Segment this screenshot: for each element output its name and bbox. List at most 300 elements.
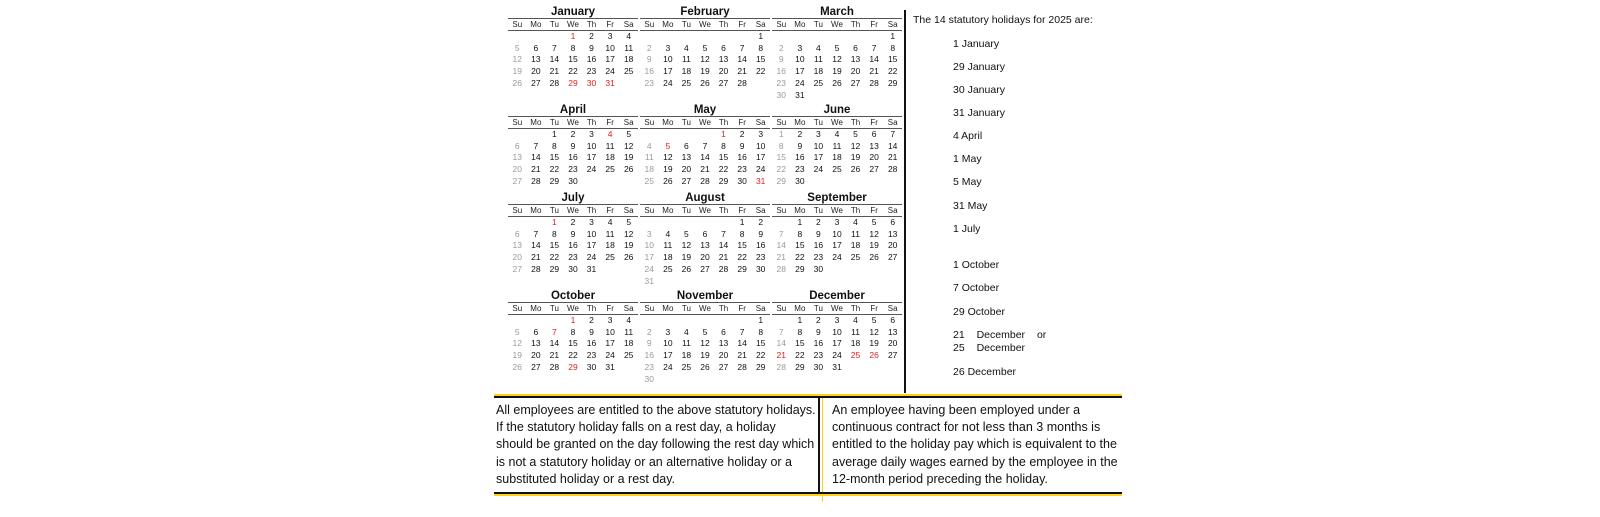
day-cell: 17	[663, 350, 673, 361]
empty-day-cell	[619, 78, 638, 90]
weekday-header: Th	[846, 117, 865, 129]
day-cell: 6	[871, 129, 877, 139]
weekday-header: Mo	[791, 19, 810, 31]
holiday-list-heading: The 14 statutory holidays for 2025 are:	[913, 14, 1093, 26]
day-cell: 2	[589, 31, 594, 41]
weekday-header: Su	[772, 205, 791, 217]
day-cell: 15	[718, 152, 729, 163]
day-cell: 23	[586, 350, 597, 361]
empty-day-cell	[677, 129, 696, 141]
day-cell: 3	[758, 129, 764, 139]
day-cell: 21	[718, 252, 729, 263]
day-cell: 17	[644, 252, 655, 263]
day-cell: 27	[869, 164, 879, 175]
day-cell: 10	[755, 140, 766, 151]
day-cell: 24	[832, 350, 842, 361]
day-cell: 21	[700, 164, 710, 175]
day-cell: 14	[776, 338, 787, 349]
empty-day-cell	[545, 315, 564, 327]
day-cell: 4	[684, 326, 689, 337]
day-cell: 26	[663, 175, 673, 186]
day-cell: 21	[776, 350, 787, 361]
day-cell: 13	[869, 140, 879, 151]
day-cell: 15	[795, 338, 805, 349]
day-cell: 4	[684, 42, 689, 53]
day-cell: 8	[570, 42, 576, 53]
day-cell: 1	[570, 315, 576, 325]
day-cell: 9	[589, 326, 594, 337]
month-title: June	[823, 104, 851, 116]
empty-day-cell	[527, 217, 546, 229]
day-cell: 15	[776, 152, 787, 163]
day-cell: 29	[549, 175, 560, 186]
empty-day-cell	[696, 276, 715, 288]
day-cell: 22	[737, 252, 747, 263]
month-title: February	[680, 6, 730, 18]
day-cell: 4	[665, 228, 671, 239]
weekday-header: Su	[640, 303, 659, 315]
day-cell: 24	[605, 66, 615, 77]
day-cell: 27	[887, 350, 898, 361]
month-december	[772, 290, 902, 374]
day-cell: 6	[853, 42, 858, 53]
weekday-header: Tu	[677, 19, 696, 31]
day-cell: 31	[605, 77, 615, 88]
day-cell: 27	[718, 77, 729, 88]
day-cell: 29	[568, 77, 578, 88]
day-cell: 18	[663, 252, 673, 263]
paragraph-divider	[818, 398, 820, 492]
day-cell: 15	[568, 54, 578, 65]
weekday-header: Su	[772, 117, 791, 129]
day-cell: 12	[869, 326, 879, 337]
day-cell: 31	[605, 361, 615, 372]
weekday-header: We	[828, 117, 847, 129]
yellow-rule-bottom	[494, 494, 1122, 496]
empty-day-cell	[640, 31, 659, 43]
day-cell: 30	[813, 361, 824, 372]
weekday-header: Sa	[751, 205, 770, 217]
day-cell: 7	[778, 326, 784, 337]
day-cell: 16	[755, 240, 766, 251]
day-cell: 12	[512, 338, 523, 349]
empty-day-cell	[846, 90, 865, 102]
month-july	[508, 192, 638, 276]
empty-day-cell	[751, 78, 770, 90]
day-cell: 4	[646, 140, 652, 151]
day-cell: 28	[887, 164, 898, 175]
day-cell: 23	[755, 252, 766, 263]
day-cell: 30	[737, 175, 747, 186]
empty-day-cell	[883, 90, 902, 102]
weekday-header: We	[828, 205, 847, 217]
day-cell: 19	[512, 66, 523, 77]
day-cell: 9	[797, 140, 803, 151]
weekday-header: Mo	[659, 19, 678, 31]
day-cell: 1	[758, 31, 764, 41]
month-january	[508, 6, 638, 90]
weekday-header: Mo	[527, 19, 546, 31]
empty-day-cell	[828, 90, 847, 102]
empty-day-cell	[677, 374, 696, 386]
day-cell: 23	[795, 164, 805, 175]
day-cell: 25	[605, 164, 615, 175]
day-cell: 4	[853, 217, 858, 227]
day-cell: 8	[552, 140, 557, 151]
empty-day-cell	[601, 176, 620, 188]
day-cell: 7	[739, 326, 745, 337]
day-cell: 1	[797, 217, 803, 227]
day-cell: 14	[776, 240, 787, 251]
day-cell: 3	[797, 42, 803, 53]
weekday-header: Fr	[601, 117, 620, 129]
day-cell: 19	[700, 66, 710, 77]
day-cell: 21	[869, 66, 879, 77]
day-cell: 7	[552, 326, 557, 337]
empty-day-cell	[527, 315, 546, 327]
weekday-header: Fr	[733, 205, 752, 217]
day-cell: 18	[681, 66, 692, 77]
day-cell: 26	[623, 252, 634, 263]
weekday-header: Mo	[527, 117, 546, 129]
day-cell: 2	[816, 217, 821, 227]
day-cell: 9	[816, 326, 821, 337]
day-cell: 26	[832, 77, 842, 88]
day-cell: 23	[737, 164, 747, 175]
day-cell: 11	[813, 54, 823, 65]
weekday-header: Th	[582, 19, 601, 31]
day-cell: 31	[795, 89, 805, 100]
day-cell: 31	[832, 361, 842, 372]
day-cell: 8	[758, 42, 764, 53]
day-cell: 10	[663, 338, 673, 349]
day-cell: 9	[646, 54, 652, 65]
empty-day-cell	[846, 264, 865, 276]
month-march	[772, 6, 902, 101]
weekday-header: Su	[508, 205, 527, 217]
day-cell: 23	[813, 252, 824, 263]
day-cell: 7	[890, 129, 896, 139]
day-cell: 19	[681, 252, 692, 263]
weekday-header: Sa	[751, 117, 770, 129]
empty-day-cell	[846, 31, 865, 43]
day-cell: 24	[813, 164, 824, 175]
day-cell: 5	[626, 217, 632, 227]
day-cell: 20	[869, 152, 879, 163]
day-cell: 18	[644, 164, 655, 175]
day-cell: 28	[531, 175, 541, 186]
empty-day-cell	[828, 264, 847, 276]
day-cell: 23	[568, 252, 578, 263]
day-cell: 4	[607, 217, 613, 227]
month-title: December	[809, 290, 865, 302]
day-cell: 1	[721, 129, 726, 139]
day-cell: 14	[737, 338, 747, 349]
weekday-header: Sa	[883, 205, 902, 217]
month-title: November	[676, 290, 734, 302]
day-cell: 3	[834, 315, 840, 325]
day-cell: 4	[834, 129, 840, 139]
day-cell: 11	[605, 140, 615, 151]
day-cell: 11	[605, 228, 615, 239]
day-cell: 1	[570, 31, 576, 41]
day-cell: 13	[531, 54, 541, 65]
day-cell: 5	[853, 129, 858, 139]
empty-day-cell	[659, 129, 678, 141]
empty-day-cell	[809, 31, 828, 43]
day-cell: 6	[721, 42, 726, 53]
empty-day-cell	[865, 90, 884, 102]
day-cell: 1	[797, 315, 803, 325]
day-cell: 16	[737, 152, 747, 163]
day-cell: 6	[702, 228, 708, 239]
empty-day-cell	[883, 176, 902, 188]
day-cell: 7	[702, 140, 708, 151]
statutory-holiday-entitlement-text: All employees are entitled to the above statutory holidays. If the statutory holiday falls on a rest day, a holiday should be granted on the day following the rest day which is not a statutory holiday or an alternative holiday or a substituted holiday or a rest day.	[496, 403, 816, 486]
day-cell: 24	[586, 164, 597, 175]
day-cell: 2	[816, 315, 821, 325]
day-cell: 16	[586, 338, 597, 349]
day-cell: 4	[626, 31, 632, 41]
day-cell: 1	[552, 217, 557, 227]
weekday-header: Tu	[677, 117, 696, 129]
day-cell: 10	[832, 326, 842, 337]
day-cell: 9	[589, 42, 594, 53]
day-cell: 6	[533, 326, 539, 337]
day-cell: 19	[869, 338, 879, 349]
day-cell: 9	[758, 228, 764, 239]
weekday-header: Sa	[883, 303, 902, 315]
day-cell: 23	[568, 164, 578, 175]
empty-day-cell	[751, 374, 770, 386]
day-cell: 13	[512, 240, 523, 251]
day-cell: 21	[531, 252, 541, 263]
weekday-header: Th	[714, 205, 733, 217]
day-cell: 6	[890, 315, 896, 325]
month-title: August	[685, 192, 725, 204]
weekday-header: Mo	[791, 303, 810, 315]
empty-day-cell	[865, 264, 884, 276]
empty-day-cell	[714, 31, 733, 43]
weekday-header: Th	[846, 19, 865, 31]
day-cell: 30	[776, 89, 787, 100]
day-cell: 13	[700, 240, 710, 251]
day-cell: 27	[512, 263, 523, 274]
empty-day-cell	[508, 31, 527, 43]
day-cell: 29	[795, 263, 805, 274]
day-cell: 14	[887, 140, 898, 151]
day-cell: 2	[570, 217, 576, 227]
paragraph-divider-yellow	[822, 398, 823, 502]
holiday-item: 29 October	[953, 306, 1005, 318]
day-cell: 11	[624, 42, 634, 53]
day-cell: 7	[721, 228, 726, 239]
weekday-header: Su	[772, 303, 791, 315]
day-cell: 17	[605, 54, 615, 65]
empty-day-cell	[865, 31, 884, 43]
empty-day-cell	[659, 374, 678, 386]
month-title: April	[559, 104, 587, 116]
day-cell: 1	[758, 315, 764, 325]
day-cell: 8	[721, 140, 726, 151]
empty-day-cell	[865, 176, 884, 188]
day-cell: 24	[586, 252, 597, 263]
day-cell: 7	[778, 228, 784, 239]
day-cell: 12	[623, 140, 634, 151]
holiday-item: 26 December	[953, 366, 1017, 378]
day-cell: 17	[832, 240, 842, 251]
day-cell: 8	[797, 326, 803, 337]
day-cell: 27	[512, 175, 523, 186]
day-cell: 20	[531, 350, 541, 361]
day-cell: 20	[718, 66, 729, 77]
day-cell: 2	[739, 129, 745, 139]
day-cell: 22	[568, 66, 578, 77]
day-cell: 23	[776, 77, 787, 88]
day-cell: 14	[869, 54, 879, 65]
day-cell: 8	[739, 228, 745, 239]
day-cell: 10	[605, 42, 615, 53]
month-days-table	[772, 302, 902, 374]
day-cell: 16	[644, 350, 655, 361]
day-cell: 8	[797, 228, 803, 239]
weekday-header: Sa	[619, 117, 638, 129]
day-cell: 16	[586, 54, 597, 65]
day-cell: 1	[778, 129, 784, 139]
day-cell: 19	[850, 152, 861, 163]
day-cell: 2	[797, 129, 803, 139]
weekday-header: Tu	[809, 303, 828, 315]
day-cell: 2	[758, 217, 764, 227]
day-cell: 20	[512, 164, 523, 175]
month-november	[640, 290, 770, 385]
day-cell: 17	[663, 66, 673, 77]
day-cell: 14	[737, 54, 747, 65]
day-cell: 29	[755, 361, 766, 372]
day-cell: 8	[552, 228, 557, 239]
day-cell: 7	[871, 42, 877, 53]
empty-day-cell	[714, 374, 733, 386]
day-cell: 16	[644, 66, 655, 77]
day-cell: 22	[795, 252, 805, 263]
day-cell: 18	[623, 54, 634, 65]
day-cell: 11	[624, 326, 634, 337]
weekday-header: Th	[582, 205, 601, 217]
weekday-header: We	[828, 19, 847, 31]
day-cell: 12	[700, 54, 710, 65]
day-cell: 29	[776, 175, 787, 186]
day-cell: 27	[850, 77, 861, 88]
month-title: March	[820, 6, 854, 18]
weekday-header: Mo	[791, 205, 810, 217]
day-cell: 25	[644, 175, 655, 186]
day-cell: 9	[778, 54, 784, 65]
empty-day-cell	[696, 315, 715, 327]
day-cell: 4	[853, 315, 858, 325]
month-february	[640, 6, 770, 90]
empty-day-cell	[677, 217, 696, 229]
day-cell: 28	[718, 263, 729, 274]
empty-day-cell	[527, 129, 546, 141]
empty-day-cell	[733, 315, 752, 327]
month-september	[772, 192, 902, 276]
day-cell: 28	[737, 77, 747, 88]
day-cell: 3	[589, 129, 594, 139]
day-cell: 14	[531, 152, 541, 163]
weekday-header: Fr	[865, 117, 884, 129]
day-cell: 25	[623, 350, 634, 361]
day-cell: 18	[832, 152, 842, 163]
day-cell: 26	[700, 77, 710, 88]
day-cell: 31	[644, 275, 655, 286]
holiday-item: 4 April	[953, 130, 983, 142]
day-cell: 1	[739, 217, 745, 227]
weekday-header: Su	[640, 117, 659, 129]
empty-day-cell	[659, 315, 678, 327]
empty-day-cell	[809, 176, 828, 188]
weekday-header: Mo	[527, 303, 546, 315]
empty-day-cell	[601, 264, 620, 276]
empty-day-cell	[508, 129, 527, 141]
day-cell: 10	[644, 240, 655, 251]
day-cell: 23	[586, 66, 597, 77]
day-cell: 3	[665, 326, 671, 337]
weekday-header: Fr	[601, 303, 620, 315]
weekday-header: Th	[582, 117, 601, 129]
weekday-header: We	[696, 117, 715, 129]
empty-day-cell	[846, 176, 865, 188]
day-cell: 5	[702, 42, 708, 53]
day-cell: 19	[623, 152, 634, 163]
day-cell: 30	[586, 361, 597, 372]
empty-day-cell	[640, 315, 659, 327]
day-cell: 7	[552, 42, 557, 53]
weekday-header: Fr	[601, 19, 620, 31]
day-cell: 11	[663, 240, 673, 251]
day-cell: 10	[813, 140, 824, 151]
day-cell: 12	[681, 240, 692, 251]
day-cell: 3	[816, 129, 821, 139]
day-cell: 9	[816, 228, 821, 239]
day-cell: 14	[700, 152, 710, 163]
weekday-header: Fr	[601, 205, 620, 217]
weekday-header: Fr	[733, 117, 752, 129]
weekday-header: Su	[640, 19, 659, 31]
day-cell: 25	[850, 350, 861, 361]
day-cell: 9	[739, 140, 745, 151]
empty-day-cell	[696, 31, 715, 43]
day-cell: 7	[533, 228, 539, 239]
day-cell: 2	[570, 129, 576, 139]
day-cell: 18	[681, 350, 692, 361]
weekday-header: We	[696, 19, 715, 31]
day-cell: 13	[512, 152, 523, 163]
empty-day-cell	[677, 31, 696, 43]
day-cell: 6	[514, 228, 520, 239]
day-cell: 18	[605, 152, 615, 163]
day-cell: 22	[795, 350, 805, 361]
month-title: July	[561, 192, 585, 204]
empty-day-cell	[508, 217, 527, 229]
day-cell: 5	[626, 129, 632, 139]
day-cell: 8	[778, 140, 784, 151]
day-cell: 5	[834, 42, 840, 53]
empty-day-cell	[640, 217, 659, 229]
month-days-table	[772, 18, 902, 101]
day-cell: 27	[531, 361, 541, 372]
empty-day-cell	[733, 276, 752, 288]
day-cell: 28	[531, 263, 541, 274]
